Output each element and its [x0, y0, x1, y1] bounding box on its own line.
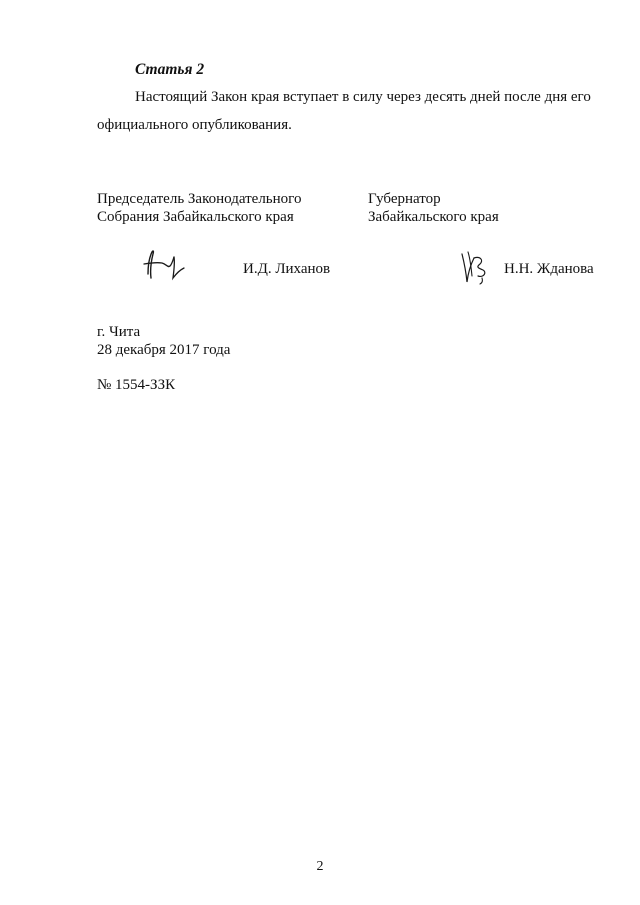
- left-signatory-title: [97, 190, 301, 226]
- law-number: № 1554-ЗЗК: [97, 377, 176, 393]
- left-signatory-name: И.Д. Лиханов: [243, 261, 331, 277]
- left-signatory-title-line-1: Председатель Законодательного: [97, 191, 302, 207]
- left-signatory-title-line-2: Собрания Забайкальского края: [97, 209, 294, 225]
- article-text-line-1: Настоящий Закон края вступает в силу через десять дней после дня его: [135, 89, 591, 105]
- right-signatory-title: [368, 190, 499, 226]
- signing-place: г. Чита: [97, 324, 141, 340]
- page-number: 2: [316, 859, 324, 874]
- right-signatory-name: Н.Н. Жданова: [504, 261, 594, 277]
- article-text-line-2: официального опубликования.: [97, 117, 292, 133]
- right-signatory-title-line-1: Губернатор: [368, 191, 441, 207]
- signing-date: 28 декабря 2017 года: [97, 342, 231, 358]
- right-signature-icon: [458, 246, 492, 286]
- left-signature-icon: [140, 248, 188, 282]
- right-signatory-title-line-2: Забайкальского края: [368, 209, 499, 225]
- article-heading: Статья 2: [135, 61, 205, 78]
